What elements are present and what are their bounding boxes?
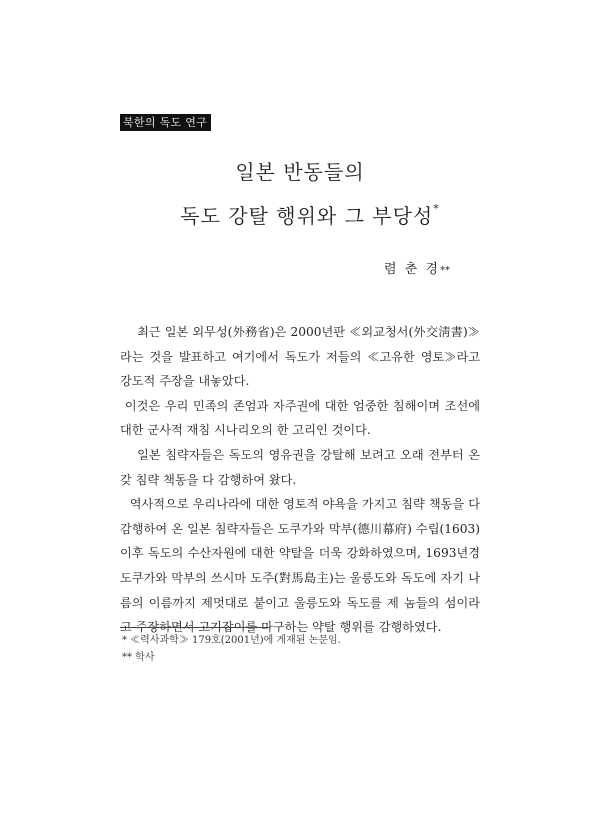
title-line-2-text: 독도 강탈 행위와 그 부당성	[180, 204, 434, 228]
author-name: 렴 춘 경	[384, 262, 440, 277]
title-line-1-text: 일본 반동들의	[235, 160, 365, 184]
article-body	[120, 320, 480, 640]
footnotes	[122, 632, 482, 666]
title-footnote-mark: *	[433, 202, 440, 215]
body-paragraph-4: 역사적으로 우리나라에 대한 영토적 야욕을 가지고 침략 책동을 다 감행하여 온 일본 침략자들은 도쿠가와 막부(德川幕府) 수립(1603) 이후 독도의 수산자원에 대한 약탈을 더욱 강화하였으며, 1693년경 도쿠가와 막부의 쓰시마 도주(對馬島主)는 울릉도와 독도에 자기 나름의 이름까지 제멋대로 붙이고 울릉도와 독도를 제 놈들의 섬이라고 주장하면서 고기잡이를 마구하는 약탈 행위를 감행하였다.	[120, 497, 480, 635]
footnote-separator	[120, 627, 270, 628]
article-title-line-2	[10, 200, 600, 229]
body-paragraph-3: 일본 침략자들은 독도의 영유권을 강탈해 보려고 오래 전부터 온갖 침략 책동을 다 감행하여 왔다.	[120, 447, 480, 487]
body-paragraph-1: 최근 일본 외무성(外務省)은 2000년판 ≪외교청서(外交淸書)≫라는 것을 발표하고 여기에서 독도가 저들의 ≪고유한 영토≫라고 강도적 주장을 내놓았다.	[120, 325, 480, 389]
author-line	[384, 258, 450, 277]
footnote-2: ** 학사	[122, 652, 155, 663]
body-paragraph-2: 이것은 우리 민족의 존엄과 자주권에 대한 엄중한 침해이며 조선에 대한 군사적 재침 시나리오의 한 고리인 것이다.	[120, 398, 480, 438]
article-title-line-1	[0, 156, 600, 185]
author-footnote-mark: **	[440, 265, 450, 276]
running-header: 북한의 독도 연구	[120, 114, 211, 131]
footnote-1: * ≪력사과학≫ 179호(2001년)에 게재된 논문임.	[122, 635, 341, 646]
